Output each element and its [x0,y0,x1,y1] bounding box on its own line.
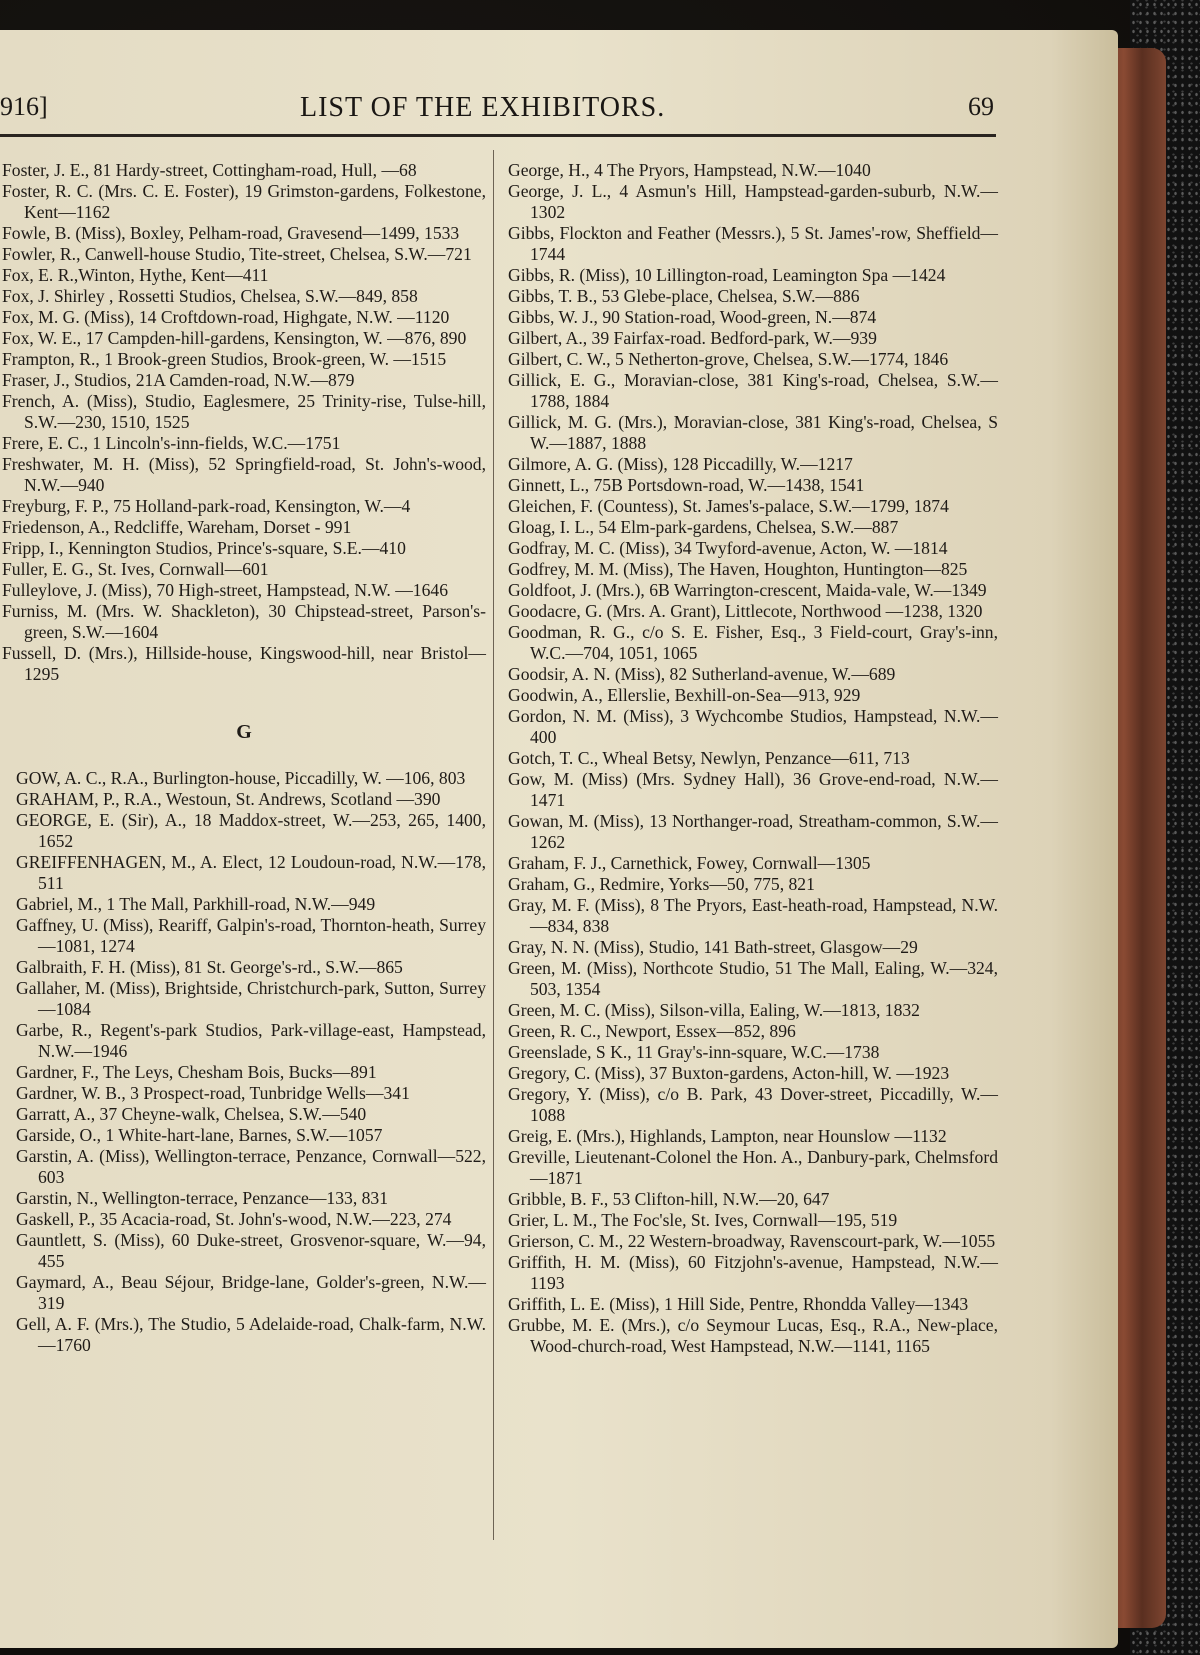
exhibitor-entry: Gardner, W. B., 3 Prospect-road, Tunbridge Wells—341 [16,1083,410,1103]
exhibitor-entry: Foster, J. E., 81 Hardy-street, Cottingham-road, Hull, —68 [2,160,417,180]
exhibitor-entry: GREIFFENHAGEN, M., A. Elect, 12 Loudoun-road, N.W.—178, 511 [16,852,486,893]
exhibitor-entry: Gilmore, A. G. (Miss), 128 Piccadilly, W.—1217 [508,454,853,474]
exhibitor-entry: Goodman, R. G., c/o S. E. Fisher, Esq., 3 Field-court, Gray's-inn, W.C.—704, 1051, 1065 [508,622,998,663]
exhibitor-entry: Gaymard, A., Beau Séjour, Bridge-lane, Golder's-green, N.W.—319 [16,1272,486,1313]
exhibitor-entry: Garstin, N., Wellington-terrace, Penzance—133, 831 [16,1188,389,1208]
left-entries-f [2,160,486,685]
exhibitor-entry: Freyburg, F. P., 75 Holland-park-road, Kensington, W.—4 [2,496,411,516]
exhibitor-entry: Frampton, R., 1 Brook-green Studios, Brook-green, W. —1515 [2,349,447,369]
exhibitor-entry: Gowan, M. (Miss), 13 Northanger-road, Streatham-common, S.W.—1262 [508,811,998,852]
exhibitor-entry: Goodacre, G. (Mrs. A. Grant), Littlecote, Northwood —1238, 1320 [508,601,983,621]
exhibitor-entry: Fowler, R., Canwell-house Studio, Tite-street, Chelsea, S.W.—721 [2,244,472,264]
exhibitor-entry: Fuller, E. G., St. Ives, Cornwall—601 [2,559,269,579]
exhibitor-entry: Gleichen, F. (Countess), St. James's-palace, S.W.—1799, 1874 [508,496,949,516]
left-entries-g [2,768,486,1356]
exhibitor-entry: Garstin, A. (Miss), Wellington-terrace, Penzance, Cornwall—522, 603 [16,1146,486,1187]
exhibitor-entry: Grubbe, M. E. (Mrs.), c/o Seymour Lucas, Esq., R.A., New-place, Wood-church-road, West Hampstead, N.W.—1141, 1165 [508,1315,998,1356]
exhibitor-entry: Graham, G., Redmire, Yorks—50, 775, 821 [508,874,815,894]
exhibitor-entry: Gilbert, A., 39 Fairfax-road. Bedford-park, W.—939 [508,328,877,348]
exhibitor-entry: Gibbs, T. B., 53 Glebe-place, Chelsea, S.W.—886 [508,286,860,306]
exhibitor-entry: Gallaher, M. (Miss), Brightside, Christchurch-park, Sutton, Surrey—1084 [16,978,486,1019]
exhibitor-entry: Freshwater, M. H. (Miss), 52 Springfield-road, St. John's-wood, N.W.—940 [2,454,486,495]
exhibitor-entry: Garside, O., 1 White-hart-lane, Barnes, S.W.—1057 [16,1125,383,1145]
exhibitor-entry: Griffith, L. E. (Miss), 1 Hill Side, Pentre, Rhondda Valley—1343 [508,1294,969,1314]
exhibitor-entry: Gaskell, P., 35 Acacia-road, St. John's-wood, N.W.—223, 274 [16,1209,452,1229]
exhibitor-entry: Graham, F. J., Carnethick, Fowey, Cornwall—1305 [508,853,871,873]
running-header [0,92,994,132]
exhibitor-entry: Ginnett, L., 75B Portsdown-road, W.—1438, 1541 [508,475,865,495]
exhibitor-entry: Green, M. (Miss), Northcote Studio, 51 The Mall, Ealing, W.—324, 503, 1354 [508,958,998,999]
exhibitor-entry: Gray, M. F. (Miss), 8 The Pryors, East-heath-road, Hampstead, N.W.—834, 838 [508,895,998,936]
exhibitor-entry: George, H., 4 The Pryors, Hampstead, N.W.—1040 [508,160,871,180]
exhibitor-entry: Furniss, M. (Mrs. W. Shackleton), 30 Chipstead-street, Parson's-green, S.W.—1604 [2,601,486,642]
right-entries [508,160,998,1357]
exhibitor-entry: Gotch, T. C., Wheal Betsy, Newlyn, Penzance—611, 713 [508,748,910,768]
exhibitor-entry: Gell, A. F. (Mrs.), The Studio, 5 Adelaide-road, Chalk-farm, N.W.—1760 [16,1314,486,1355]
header-left: 916] [0,92,48,121]
exhibitor-entry: Gibbs, W. J., 90 Station-road, Wood-green, N.—874 [508,307,877,327]
exhibitor-entry: Fulleylove, J. (Miss), 70 High-street, Hampstead, N.W. —1646 [2,580,448,600]
exhibitor-entry: Gillick, E. G., Moravian-close, 381 King's-road, Chelsea, S.W.—1788, 1884 [508,370,998,411]
exhibitor-entry: Frere, E. C., 1 Lincoln's-inn-fields, W.C.—1751 [2,433,341,453]
exhibitor-entry: Friedenson, A., Redcliffe, Wareham, Dorset - 991 [2,517,352,537]
exhibitor-entry: Gaffney, U. (Miss), Reariff, Galpin's-road, Thornton-heath, Surrey—1081, 1274 [16,915,486,956]
exhibitor-entry: Garratt, A., 37 Cheyne-walk, Chelsea, S.W.—540 [16,1104,367,1124]
exhibitor-entry: Gow, M. (Miss) (Mrs. Sydney Hall), 36 Grove-end-road, N.W.—1471 [508,769,998,810]
exhibitor-entry: Green, R. C., Newport, Essex—852, 896 [508,1021,796,1041]
exhibitor-entry: Fox, E. R.,Winton, Hythe, Kent—411 [2,265,269,285]
exhibitor-entry: George, J. L., 4 Asmun's Hill, Hampstead-garden-suburb, N.W.—1302 [508,181,998,222]
exhibitor-entry: Gillick, M. G. (Mrs.), Moravian-close, 381 King's-road, Chelsea, S W.—1887, 1888 [508,412,998,453]
exhibitor-entry: Gloag, I. L., 54 Elm-park-gardens, Chelsea, S.W.—887 [508,517,899,537]
exhibitor-entry: Galbraith, F. H. (Miss), 81 St. George's-rd., S.W.—865 [16,957,403,977]
exhibitor-entry: Goldfoot, J. (Mrs.), 6B Warrington-crescent, Maida-vale, W.—1349 [508,580,987,600]
exhibitor-entry: Fox, M. G. (Miss), 14 Croftdown-road, Highgate, N.W. —1120 [2,307,450,327]
exhibitor-entry: Godfray, M. C. (Miss), 34 Twyford-avenue, Acton, W. —1814 [508,538,948,558]
exhibitor-entry: Gardner, F., The Leys, Chesham Bois, Bucks—891 [16,1062,377,1082]
exhibitor-entry: Gauntlett, S. (Miss), 60 Duke-street, Grosvenor-square, W.—94, 455 [16,1230,486,1271]
exhibitor-entry: Grierson, C. M., 22 Western-broadway, Ravenscourt-park, W.—1055 [508,1231,996,1251]
exhibitor-entry: Gray, N. N. (Miss), Studio, 141 Bath-street, Glasgow—29 [508,937,918,957]
exhibitor-entry: Godfrey, M. M. (Miss), The Haven, Houghton, Huntington—825 [508,559,968,579]
exhibitor-entry: Grier, L. M., The Foc'sle, St. Ives, Cornwall—195, 519 [508,1210,898,1230]
exhibitor-entry: GOW, A. C., R.A., Burlington-house, Piccadilly, W. —106, 803 [16,768,466,788]
exhibitor-entry: French, A. (Miss), Studio, Eaglesmere, 25 Trinity-rise, Tulse-hill, S.W.—230, 1510, 1525 [2,391,486,432]
exhibitor-entry: Goodsir, A. N. (Miss), 82 Sutherland-avenue, W.—689 [508,664,896,684]
exhibitor-entry: Gordon, N. M. (Miss), 3 Wychcombe Studios, Hampstead, N.W.—400 [508,706,998,747]
exhibitor-entry: GRAHAM, P., R.A., Westoun, St. Andrews, Scotland —390 [16,789,441,809]
exhibitor-entry: Fripp, I., Kennington Studios, Prince's-square, S.E.—410 [2,538,406,558]
exhibitor-entry: Fox, J. Shirley , Rossetti Studios, Chelsea, S.W.—849, 858 [2,286,418,306]
exhibitor-entry: Gibbs, R. (Miss), 10 Lillington-road, Leamington Spa —1424 [508,265,946,285]
section-letter: G [236,721,252,743]
exhibitor-entry: Gregory, Y. (Miss), c/o B. Park, 43 Dover-street, Piccadilly, W.—1088 [508,1084,998,1125]
exhibitor-entry: Garbe, R., Regent's-park Studios, Park-village-east, Hampstead, N.W.—1946 [16,1020,486,1061]
exhibitor-entry: Greig, E. (Mrs.), Highlands, Lampton, near Hounslow —1132 [508,1126,947,1146]
exhibitor-entry: Gregory, C. (Miss), 37 Buxton-gardens, Acton-hill, W. —1923 [508,1063,950,1083]
right-column [508,160,998,1357]
exhibitor-entry: Gabriel, M., 1 The Mall, Parkhill-road, N.W.—949 [16,894,376,914]
page-title: LIST OF THE EXHIBITORS. [300,92,666,123]
exhibitor-entry: Foster, R. C. (Mrs. C. E. Foster), 19 Grimston-gardens, Folkestone, Kent—1162 [2,181,486,222]
exhibitor-entry: Gibbs, Flockton and Feather (Messrs.), 5 St. James'-row, Sheffield—1744 [508,223,998,264]
exhibitor-entry: GEORGE, E. (Sir), A., 18 Maddox-street, W.—253, 265, 1400, 1652 [16,810,486,851]
exhibitor-entry: Gilbert, C. W., 5 Netherton-grove, Chelsea, S.W.—1774, 1846 [508,349,949,369]
exhibitor-entry: Fox, W. E., 17 Campden-hill-gardens, Kensington, W. —876, 890 [2,328,467,348]
exhibitor-entry: Greenslade, S K., 11 Gray's-inn-square, W.C.—1738 [508,1042,880,1062]
exhibitor-entry: Greville, Lieutenant-Colonel the Hon. A., Danbury-park, Chelmsford—1871 [508,1147,998,1188]
exhibitor-entry: Green, M. C. (Miss), Silson-villa, Ealing, W.—1813, 1832 [508,1000,920,1020]
column-divider [493,150,494,1540]
exhibitor-entry: Goodwin, A., Ellerslie, Bexhill-on-Sea—913, 929 [508,685,861,705]
exhibitor-entry: Fowle, B. (Miss), Boxley, Pelham-road, Gravesend—1499, 1533 [2,223,460,243]
exhibitor-entry: Fraser, J., Studios, 21A Camden-road, N.W.—879 [2,370,355,390]
page-number: 69 [968,92,994,121]
left-column [2,160,486,1356]
exhibitor-entry: Griffith, H. M. (Miss), 60 Fitzjohn's-avenue, Hampstead, N.W.—1193 [508,1252,998,1293]
exhibitor-entry: Gribble, B. F., 53 Clifton-hill, N.W.—20, 647 [508,1189,830,1209]
header-rule [0,134,996,137]
exhibitor-entry: Fussell, D. (Mrs.), Hillside-house, Kingswood-hill, near Bristol—1295 [2,643,486,684]
